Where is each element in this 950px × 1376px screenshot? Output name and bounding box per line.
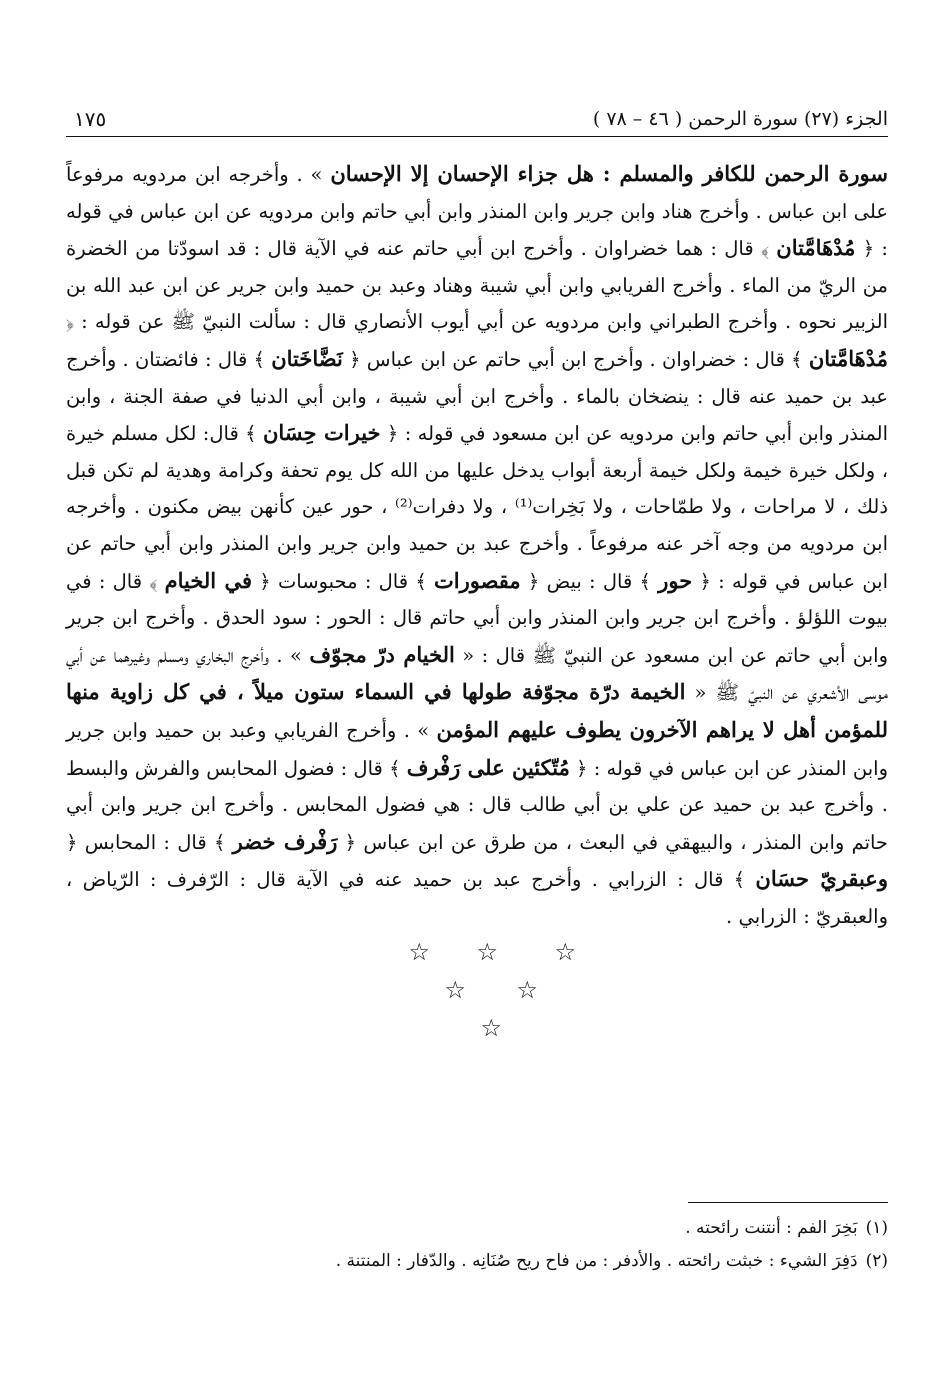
text-segment: وعبقريّ حسَان [755,866,888,892]
page-number: ١٧٥ [74,107,107,131]
footnote-text: دَفِرَ الشيء : خبثت رائحته . والأدفر : من فاح ريح صُنَانِه . والدّفار : المنتنة . [335,1251,858,1271]
footnote-text: بَخِرَ الفم : أنتنت رائحته . [685,1218,858,1238]
text-segment: ﴾ قال : في بيوت اللؤلؤ . وأخرج ابن جرير وابن المنذر وابن أبي حاتم قال : الحور : سود الحدق . وأخرج ابن جرير وابن أبي حاتم عن ابن مسعود عن النبيّ ﷺ قال : « [66,569,889,667]
footnote-divider [688,1202,888,1203]
text-segment: مُتّكئين على رَفْرف [406,754,570,780]
text-segment: مُدْهَامَّتان [808,345,888,371]
text-segment: ﴾ قال : الزرابي . وأخرج عبد بن حميد عنه في الآية قال : الرّفرف : الرّياض ، والعبقريّ : الزرابي . [66,868,888,928]
text-segment: رَفْرف خضر [232,828,338,854]
star-icon: ☆ [480,1014,502,1042]
footnote-number: (١) [865,1218,888,1238]
star-icon: ☆ [408,938,430,966]
text-segment: في الخيام [164,567,253,593]
text-segment: سورة الرحمن للكافر والمسلم : هل جزاء الإحسان إلا الإحسان [330,161,888,186]
text-segment: » . وأخرجه ابن مردويه مرفوعاً على ابن عباس . وأخرج هناد وابن جرير وابن المنذر وابن أبي حاتم وابن مردويه عن ابن عباس في قوله : ﴿ [66,163,888,261]
text-segment: ﴾ قال : بيض ﴿ [520,569,659,593]
text-segment: حور [658,567,693,593]
text-segment: » . وأخرج البخاري ومسلم وغيرهما عن أبي موسى الأشعري عن النبيّ ﷺ « [66,643,888,705]
text-segment: ﴾ قال : فائضتان . وأخرج عبد بن حميد عنه قال : ينضخان بالماء . وأخرج ابن أبي شيبة ، وابن أبي الدنيا في صفة الجنة ، وابن المنذر وابن أبي حاتم وابن مردويه عن ابن مسعود في قوله : ﴿ [66,347,889,446]
footnote [66,1212,888,1245]
book-page [66,92,888,1312]
text-segment: الخيمة درّة مجوّفة طولها في السماء ستون ميلاً ، في كل زاوية منها للمؤمن أهل لا يراهم الآخرون يطوف عليهم المؤمن [66,679,888,742]
star-icon: ☆ [476,938,498,966]
header-divider [66,136,888,137]
star-ornament [66,940,888,1050]
footnote-number: (٢) [865,1251,888,1271]
footnote [66,1245,888,1278]
footnotes [66,1212,888,1278]
star-icon: ☆ [444,976,466,1004]
text-segment: خيرات حِسَان [262,420,381,446]
star-icon: ☆ [516,976,538,1004]
star-icon: ☆ [554,938,576,966]
text-segment: ﴾ قال: لكل مسلم خيرة ، ولكل خيرة خيمة ولكل خيمة أربعة أبواب يدخل عليها من الله كل يوم تحفة وكرامة وهدية لم تكن قبل ذلك ، لا مراحات ، ولا طمّاحات ، ولا بَخِرات⁽¹⁾ ، ولا دفرات⁽²⁾ ، حور عين كأنهن بيض مكنون . وأخرجه ابن مردويه من وجه آخر عنه مرفوعاً . وأخرج عبد بن حميد وابن جرير وابن المنذر وابن أبي حاتم عن ابن عباس في قوله : ﴿ [66,422,889,593]
header-title: الجزء (٢٧) سورة الرحمن ( ٤٦ – ٧٨ ) [592,108,888,130]
text-segment: ﴾ قال : هما خضراوان . وأخرج ابن أبي حاتم عنه في الآية قال : قد اسودّتا من الخضرة من الريّ من الماء . وأخرج الفريابي وابن أبي شيبة وهناد وعبد بن حميد وابن جرير عن ابن عبد الله بن الزبير نحوه . وأخرج الطبراني وابن مردويه عن أبي أيوب الأنصاري قال : سألت النبيّ ﷺ عن قوله : ﴿ [66,237,888,334]
text-segment: الخيام درّ مجوّف [309,641,455,667]
text-segment: » . وأخرج الفريابي وعبد بن حميد وابن جرير وابن المنذر عن ابن عباس في قوله : ﴿ [66,718,888,780]
text-segment: ﴾ قال : خضراوان . وأخرج ابن أبي حاتم عن ابن عباس ﴿ [342,347,809,371]
text-segment: ﴾ قال : المحابس ﴿ [66,830,233,854]
text-segment: مقصورات [434,567,521,593]
running-header [66,102,888,136]
text-segment: مُدْهَامَّتان [776,235,856,261]
body-text [66,156,888,935]
text-segment: نَضَّاخَتان [271,345,343,371]
text-segment: ﴾ قال : فضول المحابس والفرش والبسط . وأخرج عبد بن حميد عن علي بن أبي طالب قال : هي فضول المحابس . وأخرج ابن جرير وابن أبي حاتم وابن المنذر ، والبيهقي في البعث ، من طرق عن ابن عباس ﴿ [66,756,888,854]
text-segment: ﴾ قال : محبوسات ﴿ [252,569,434,593]
